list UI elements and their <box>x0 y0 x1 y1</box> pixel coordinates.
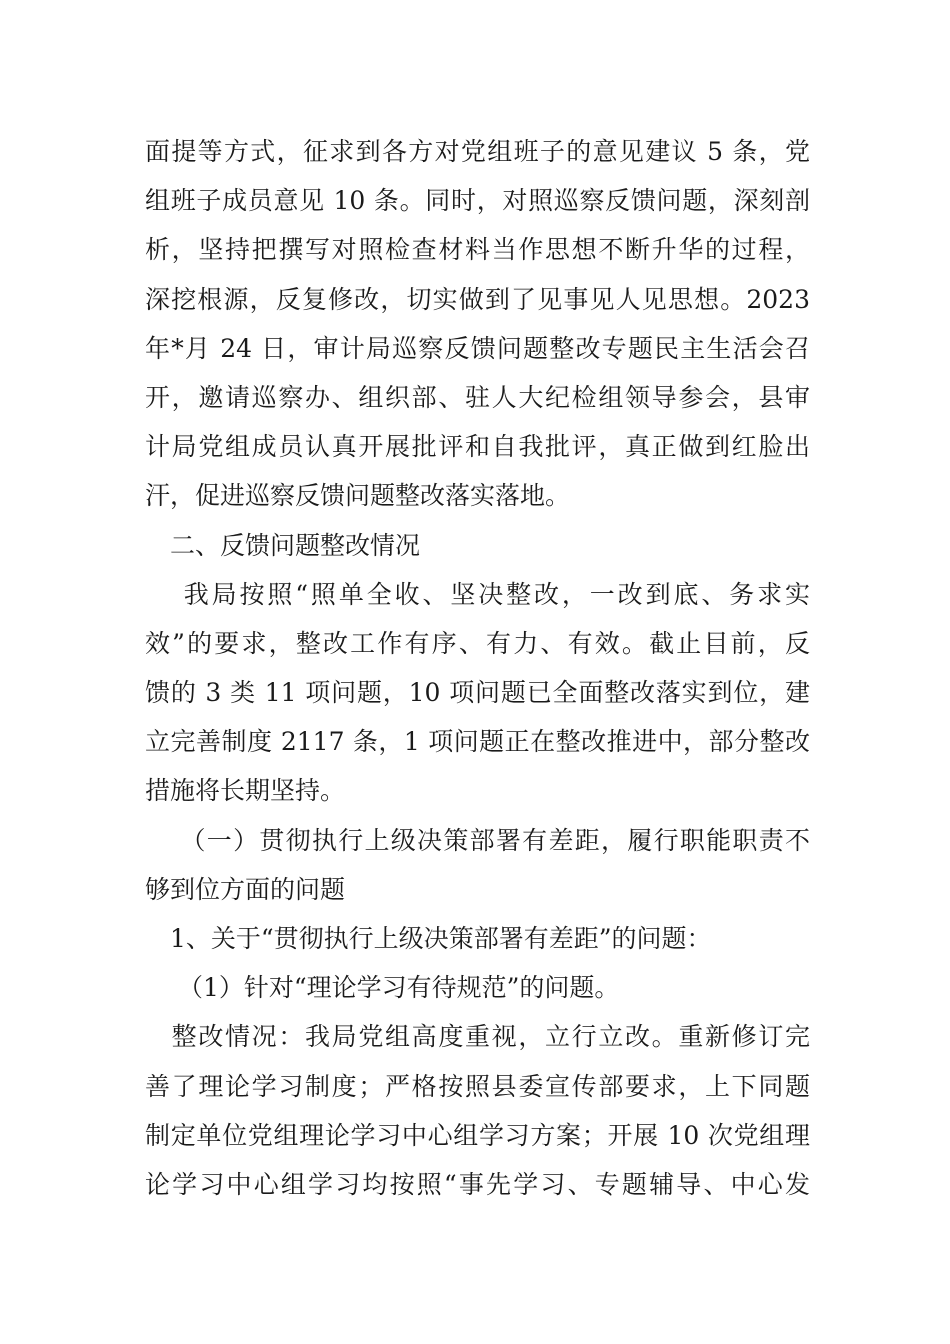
paragraph-line: 整改情况：我局党组高度重视，立行立改。重新修订完 <box>145 1022 810 1052</box>
paragraph-line: 面提等方式，征求到各方对党组班子的意见建议 5 条，党 <box>145 137 810 166</box>
paragraph-line: 年*月 24 日，审计局巡察反馈问题整改专题民主生活会召 <box>145 333 810 363</box>
paragraph-line: 深挖根源，反复修改，切实做到了见事见人见思想。2023 <box>145 284 810 314</box>
paragraph-line: 制定单位党组理论学习中心组学习方案；开展 10 次党组理 <box>145 1120 810 1150</box>
document-body <box>145 127 810 1209</box>
paragraph-line: 立完善制度 2117 条，1 项问题正在整改推进中，部分整改 <box>145 727 810 757</box>
paragraph-line: 措施将长期坚持。 <box>145 776 346 806</box>
subsection-heading: 够到位方面的问题 <box>145 874 346 904</box>
paragraph-line: 论学习中心组学习均按照“事先学习、专题辅导、中心发 <box>145 1169 810 1199</box>
paragraph-line: 计局党组成员认真开展批评和自我批评，真正做到红脸出 <box>145 432 810 462</box>
subsection-heading: （一）贯彻执行上级决策部署有差距，履行职能职责不 <box>145 825 810 855</box>
item-heading: 1、关于“贯彻执行上级决策部署有差距”的问题： <box>145 924 712 953</box>
paragraph-line: 善了理论学习制度；严格按照县委宣传部要求，上下同题 <box>145 1071 810 1101</box>
paragraph-line: 馈的 3 类 11 项问题，10 项问题已全面整改落实到位，建 <box>145 678 810 708</box>
paragraph-line: 我局按照“照单全收、坚决整改，一改到底、务求实 <box>145 579 810 609</box>
paragraph-line: 组班子成员意见 10 条。同时，对照巡察反馈问题，深刻剖 <box>145 186 810 216</box>
paragraph-line: 析，坚持把撰写对照检查材料当作思想不断升华的过程， <box>145 235 810 265</box>
paragraph-line: 开，邀请巡察办、组织部、驻人大纪检组领导参会，县审 <box>145 382 810 412</box>
paragraph-line: 效”的要求，整改工作有序、有力、有效。截止目前，反 <box>145 628 810 658</box>
section-heading: 二、反馈问题整改情况 <box>145 530 421 560</box>
item-heading: （1）针对“理论学习有待规范”的问题。 <box>145 973 620 1003</box>
paragraph-line: 汗，促进巡察反馈问题整改落实落地。 <box>145 481 571 511</box>
